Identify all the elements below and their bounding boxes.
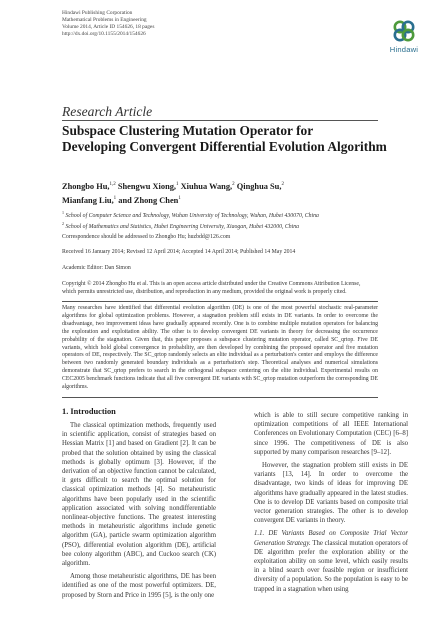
academic-editor: [62, 264, 402, 272]
author-affiliation-mark: 1,2: [109, 182, 116, 187]
subsection-heading: 1.1. DE Variants Based on Composite Trial Vector Generation Strategy.: [254, 530, 408, 547]
affiliation-mark: 2: [62, 220, 64, 226]
paper-title: [62, 123, 392, 155]
article-type: Research Article: [62, 104, 153, 119]
correspondence-text: Correspondence should be addressed to Zhongbo Hu; huzbdd@126.com: [62, 234, 231, 240]
author-line: [62, 179, 392, 193]
author-name: Shengwu Xiong,: [115, 181, 177, 191]
volume-line: Volume 2014, Article ID 154626, 18 pages: [62, 23, 155, 30]
affiliation-line: [62, 220, 392, 231]
publication-info: [62, 10, 282, 38]
paragraph: However, the stagnation problem still exists in DE variants [13, 14]. In order to overcome the disadvantage, two kinds of ideas for improving DE algorithms have gradually appeared in the latest studies. One is to develop DE variants based on composite trial vector generation strategies. The other is to develop convergent DE variants in theory.: [254, 462, 408, 525]
title-divider: [62, 120, 378, 121]
copyright: [62, 280, 402, 296]
title-line: Subspace Clustering Mutation Operator for: [62, 123, 314, 138]
author-name: Qinghua Su,: [234, 181, 282, 191]
affiliation-line: [62, 209, 392, 220]
author-name: Xiuhua Wang,: [178, 181, 233, 191]
section-heading: 1. Introduction: [62, 407, 116, 416]
affiliation-text: School of Mathematics and Statistics, Hubei Engineering University, Xiaogan, Hubei 432000, China: [64, 223, 300, 230]
author-name: Mianfang Liu,: [62, 196, 114, 206]
editor-text: Academic Editor: Dan Simon: [62, 265, 131, 271]
subsection-paragraph: [254, 529, 408, 593]
subsection-text: The classical mutation operators of DE algorithm prefer the exploration ability or the exploitation ability on some level, which easily results in a blind search over feasible region or insufficient diversity of a population. So the population is easy to be trapped in a stagnation when using: [254, 539, 408, 593]
author-affiliation-mark: 1: [176, 182, 179, 187]
paragraph: Among those metaheuristic algorithms, DE has been identified as one of the most powerful optimizers. DE, proposed by Storn and Price in 1995 [5], is the only one: [62, 573, 216, 599]
left-column: [62, 421, 216, 600]
author-affiliation-mark: 2: [281, 182, 284, 187]
paragraph: The classical optimization methods, frequently used in scientific application, consist of strategies based on Hessian Matrix [1] and based on Gradient [2]. It can be probed that the solution obtained by using the classical methods is globally optimum [3]. However, if the derivation of an objective function cannot be calculated, it gets difficult to search the optimal solution for classical optimization methods [4]. So metaheuristic algorithms have been popularly used in the scientific application associated with solving nondifferentiable nonlinear-objective functions. The greatest interesting methods in metaheuristic algorithms include genetic algorithm (GA), particle swarm optimization algorithm (PSO), differential evolution algorithm (DE), artificial bee colony algorithm (ABC), and Cuckoo search (CK) algorithm.: [62, 422, 216, 568]
paragraph: which is able to still secure competitive ranking in optimization competitions of all IEEE International Conferences on Evolutionary Computation (CEC) [6–8] since 1996. The competitiveness of DE is also supported by many comparison researches [9–12].: [254, 412, 408, 456]
affiliation-mark: 1: [62, 210, 64, 215]
correspondence: [62, 233, 402, 241]
author-list: [62, 179, 392, 208]
logo-text: Hindawi: [389, 45, 419, 54]
author-line: [62, 193, 392, 207]
author-name: and Zhong Chen: [116, 196, 179, 206]
affiliation-text: School of Computer Science and Technology, Wuhan University of Technology, Wuhan, Hubei 430070, China: [64, 212, 319, 219]
author-affiliation-mark: 1: [113, 196, 117, 202]
author-affiliation-mark: 1: [178, 196, 181, 202]
right-column: [254, 411, 408, 594]
abstract-bottom-rule: [62, 397, 378, 398]
affiliations: [62, 209, 392, 231]
author-affiliation-mark: 2: [232, 182, 235, 187]
abstract: Many researches have identified that differential evolution algorithm (DE) is one of the most powerful stochastic real-parameter algorithms for global optimization problems. However, a stagnation problem still exists in DE variants. In order to overcome the disadvantage, two improvement ideas have gradually appeared recently. One is to combine multiple mutation operators for balancing the exploration and exploitation ability. The other is to develop convergent DE variants in theory for decreasing the occurrence probability of the stagnation. Given that, this paper proposes a subspace clustering mutation operator, called SC_qrtop. Five DE variants, which hold global convergence in probability, are then developed by combining the proposed operator and five mutation operators of DE, respectively. The SC_qrtop randomly selects an elite individual as a perturbation's center and employs the difference between two randomly generated boundary individuals as a perturbation's step. Theoretical analyses and numerical simulations demonstrate that SC_qrtop prefers to search in the orthogonal subspace centering on the elite individual. Experimental results on CEC2005 benchmark functions indicate that all five convergent DE variants with SC_qrtop mutation outperform the corresponding DE algorithms.: [62, 305, 378, 391]
abstract-top-rule: [62, 301, 378, 302]
copyright-line: which permits unrestricted use, distribution, and reproduction in any medium, provided the original work is properly cited.: [62, 289, 347, 295]
title-line: Developing Convergent Differential Evolution Algorithm: [62, 139, 387, 154]
copyright-line: Copyright © 2014 Zhongbo Hu et al. This is an open access article distributed under the Creative Commons Attribution License,: [62, 281, 361, 287]
dates: [62, 248, 402, 256]
dates-text: Received 16 January 2014; Revised 12 April 2014; Accepted 14 April 2014; Published 14 May 2014: [62, 249, 296, 255]
journal-line: Mathematical Problems in Engineering: [62, 16, 147, 23]
publisher-logo: [386, 18, 422, 54]
doi-line: http://dx.doi.org/10.1155/2014/154626: [62, 30, 146, 37]
hindawi-logo-icon: [391, 18, 417, 44]
author-name: Zhongbo Hu,: [62, 181, 110, 191]
publisher-line: Hindawi Publishing Corporation: [62, 10, 133, 16]
